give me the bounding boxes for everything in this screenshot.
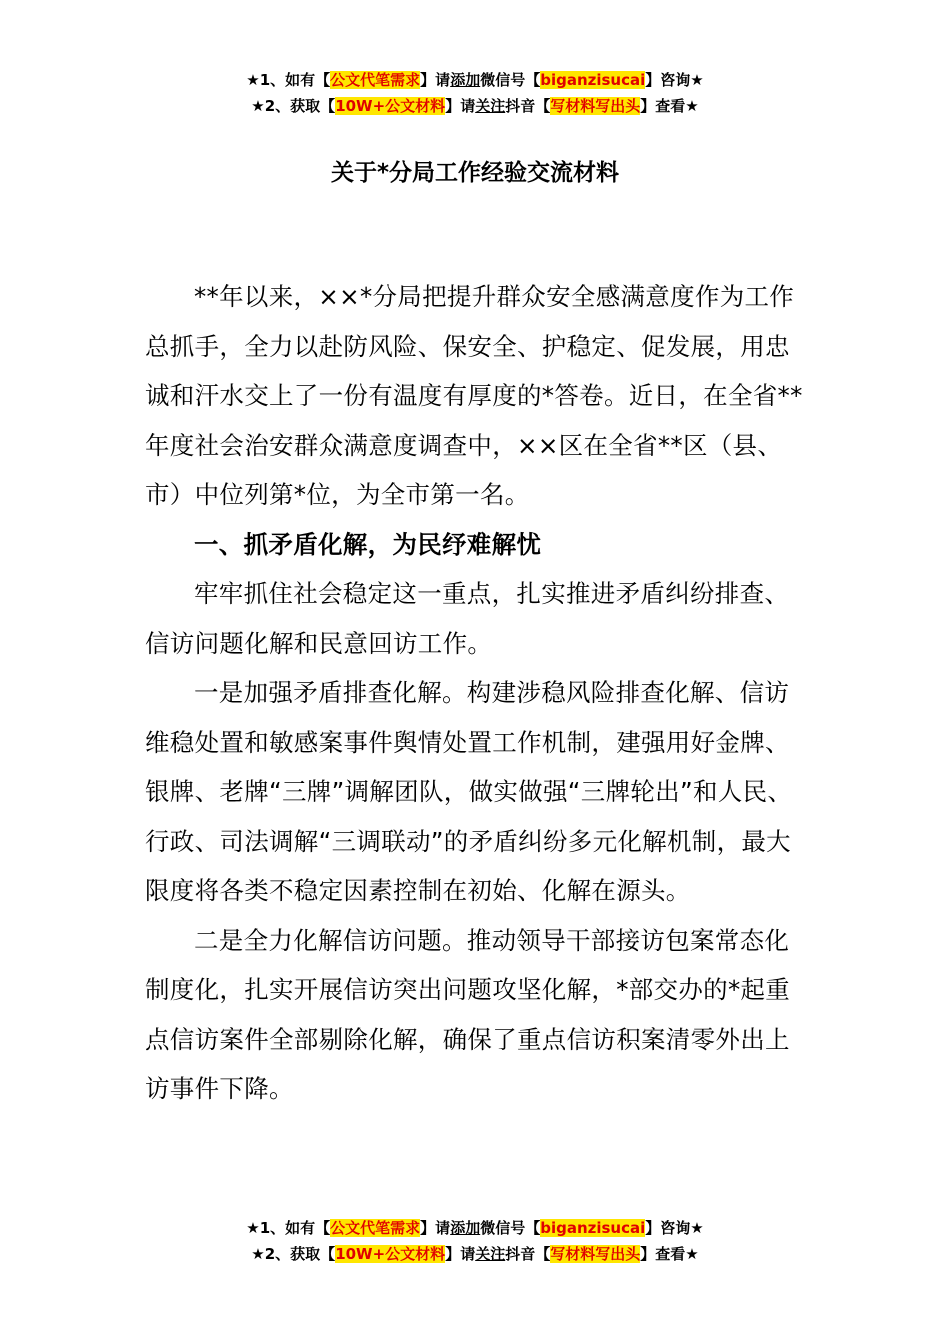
promo-highlight-wechat-id: biganzisucai bbox=[540, 71, 646, 89]
body-paragraph: 二是全力化解信访问题。推动领导干部接访包案常态化制度化，扎实开展信访突出问题攻坚化解，*部交办的*起重点信访案件全部剔除化解，确保了重点信访积案清零外出上访事件下降。 bbox=[145, 925, 791, 1103]
promo-highlight: 公文代笔需求 bbox=[330, 71, 421, 89]
promo-text: 】查看★ bbox=[640, 97, 699, 115]
body-paragraph: **年以来，××*分局把提升群众安全感满意度作为工作总抓手，全力以赴防风险、保安全、护稳定、促发展，用忠诚和汗水交上了一份有温度有厚度的*答卷。近日，在全省**年度社会治安群众满意度调查中，××区在全省**区（县、市）中位列第*位，为全市第一名。 bbox=[145, 282, 803, 509]
promo-highlight: 10W+公文材料 bbox=[335, 97, 446, 115]
body-paragraph: 一是加强矛盾排查化解。构建涉稳风险排查化解、信访维稳处置和敏感案事件舆情处置工作机制，建强用好金牌、银牌、老牌“三牌”调解团队，做实做强“三牌轮出”和人民、行政、司法调解“三调联动”的矛盾纠纷多元化解机制，最大限度将各类不稳定因素控制在初始、化解在源头。 bbox=[145, 678, 793, 905]
promo-text: 】请 bbox=[445, 1245, 476, 1263]
promo-text: 】查看★ bbox=[640, 1245, 699, 1263]
promo-text: 】请 bbox=[420, 71, 451, 89]
promo-text: ★2、获取【 bbox=[251, 97, 336, 115]
promo-underline: 添加 bbox=[450, 71, 481, 89]
promo-text: ★1、如有【 bbox=[246, 1219, 331, 1237]
promo-text: 微信号【 bbox=[480, 1219, 541, 1237]
promo-underline: 关注 bbox=[475, 97, 506, 115]
promo-text: 】咨询★ bbox=[645, 71, 704, 89]
promo-text: 】咨询★ bbox=[645, 1219, 704, 1237]
promo-text: 】请 bbox=[445, 97, 476, 115]
promo-underline: 添加 bbox=[450, 1219, 481, 1237]
promo-highlight: 10W+公文材料 bbox=[335, 1245, 446, 1263]
promo-text: 】请 bbox=[420, 1219, 451, 1237]
promo-text: ★1、如有【 bbox=[246, 71, 331, 89]
promo-text: 抖音【 bbox=[505, 97, 551, 115]
promo-underline: 关注 bbox=[475, 1245, 506, 1263]
document-title: 关于*分局工作经验交流材料 bbox=[330, 160, 620, 186]
promo-highlight-douyin-account: 写材料写出头 bbox=[550, 97, 641, 115]
promo-highlight: 公文代笔需求 bbox=[330, 1219, 421, 1237]
promo-line-2 bbox=[0, 93, 950, 119]
bottom-promo-banner bbox=[0, 1215, 950, 1267]
promo-highlight-douyin-account: 写材料写出头 bbox=[550, 1245, 641, 1263]
promo-highlight-wechat-id: biganzisucai bbox=[540, 1219, 646, 1237]
body-paragraph: 牢牢抓住社会稳定这一重点，扎实推进矛盾纠纷排查、信访问题化解和民意回访工作。 bbox=[145, 579, 790, 658]
promo-line-1 bbox=[0, 1215, 950, 1241]
top-promo-banner bbox=[0, 67, 950, 119]
promo-text: 抖音【 bbox=[505, 1245, 551, 1263]
promo-text: 微信号【 bbox=[480, 71, 541, 89]
promo-line-2 bbox=[0, 1241, 950, 1267]
section-heading: 一、抓矛盾化解，为民纾难解忧 bbox=[194, 529, 542, 559]
promo-line-1 bbox=[0, 67, 950, 93]
document-body bbox=[145, 272, 809, 1114]
promo-text: ★2、获取【 bbox=[251, 1245, 336, 1263]
